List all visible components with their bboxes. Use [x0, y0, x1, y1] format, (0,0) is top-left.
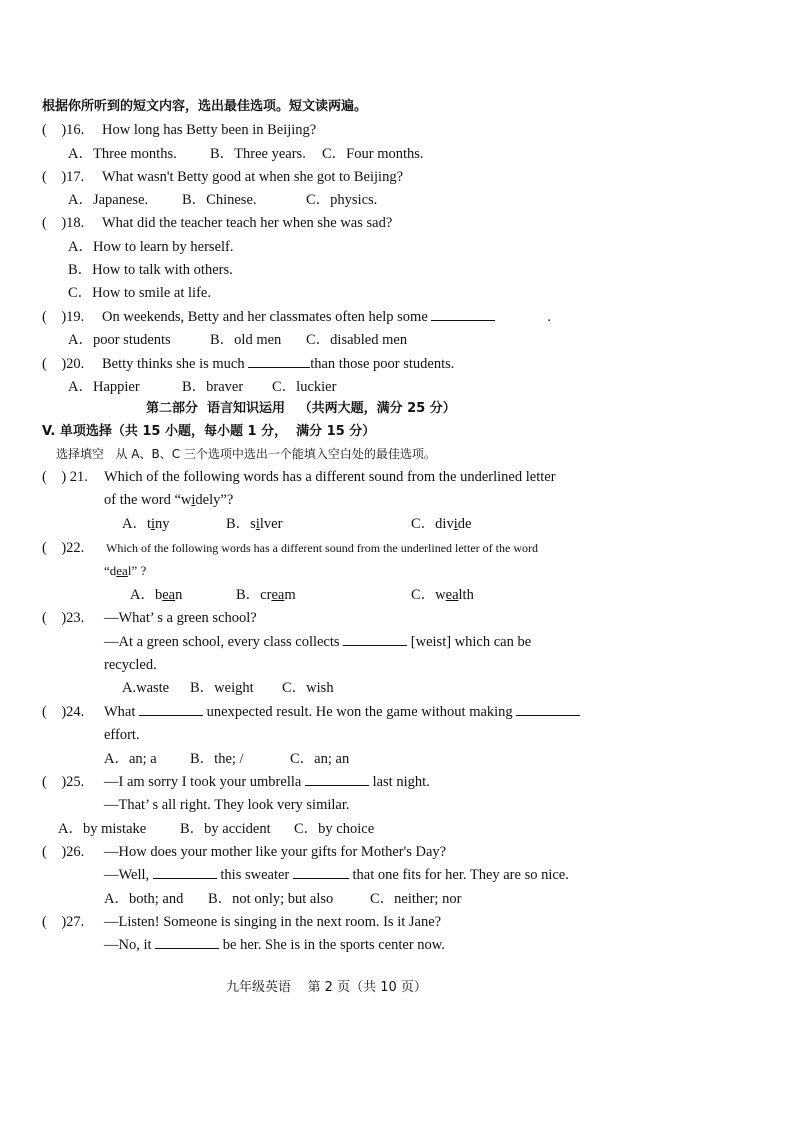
q26-stem-mid: this sweater: [220, 867, 290, 883]
q19-blank: [431, 308, 495, 321]
q22-c-post: lth: [458, 587, 474, 603]
q22-a-underlined: ea: [162, 587, 176, 603]
q16-number: ( )16.: [42, 122, 85, 138]
q22-underlined-letters: ea: [116, 563, 128, 578]
q24-blank-1: [139, 703, 203, 716]
q24-option-a: A．an; a: [104, 751, 157, 767]
q22-a-post: n: [175, 587, 183, 603]
q27-blank: [155, 936, 219, 949]
q27-stem-pre: —No, it: [104, 937, 152, 953]
q22-c-underlined: ea: [445, 587, 459, 603]
q26-number: ( )26.: [42, 844, 85, 860]
q17-option-b: B．Chinese.: [182, 192, 257, 208]
q25-option-b: B．by accident: [180, 821, 271, 837]
q27-line2: [104, 936, 445, 954]
q26-blank-1: [153, 866, 217, 879]
q19-number: ( )19.: [42, 309, 85, 325]
q25-line1: [104, 773, 430, 791]
q26-stem-post: that one fits for her. They are so nice.: [352, 867, 569, 883]
q21-b-post: lver: [259, 516, 283, 532]
q21-a-underlined: i: [151, 516, 156, 532]
q17-option-a: A．Japanese.: [68, 192, 149, 208]
q22-word-post: l” ?: [127, 563, 147, 578]
q21-b-pre: B．s: [226, 516, 256, 532]
q23-option-b: B．weight: [190, 680, 254, 696]
q21-option-a: [122, 515, 170, 533]
q24-blank-2: [516, 703, 580, 716]
q24-option-b: B．the; /: [190, 751, 244, 767]
q20-stem-pre: Betty thinks she is much: [102, 356, 245, 372]
q23-line3: recycled.: [104, 657, 157, 673]
q25-line2: —That’ s all right. They look very similar.: [104, 797, 350, 813]
q21-line1: Which of the following words has a different sound from the underlined letter: [104, 469, 556, 485]
section5-title: V. 单项选择（共 15 小题，每小题 1 分， 满分 15 分）: [42, 424, 376, 439]
q25-option-c: C．by choice: [294, 821, 375, 837]
q22-line2: [104, 562, 146, 580]
q25-option-a: A．by mistake: [58, 821, 147, 837]
q20-text: [102, 355, 454, 373]
q21-b-underlined: i: [255, 516, 260, 532]
q16-option-a: A．Three months.: [68, 146, 177, 162]
q25-number: ( )25.: [42, 774, 85, 790]
q19-option-b: B．old men: [210, 332, 282, 348]
q24-line1: [104, 703, 580, 721]
q19-stem: On weekends, Betty and her classmates often help some: [102, 309, 428, 325]
q19-option-a: A．poor students: [68, 332, 171, 348]
q24-line2: effort.: [104, 727, 140, 743]
q23-blank: [343, 633, 407, 646]
q23-stem-pre: —At a green school, every class collects: [104, 634, 340, 650]
q20-stem-post: than those poor students.: [310, 356, 455, 372]
q21-a-pre: A．t: [122, 516, 151, 532]
q25-stem-post: last night.: [372, 774, 430, 790]
q17-text: What wasn't Betty good at when she got to Beijing?: [102, 169, 404, 185]
q22-b-underlined: ea: [271, 587, 285, 603]
q17-option-c: C．physics.: [306, 192, 378, 208]
q20-option-a: A．Happier: [68, 379, 140, 395]
q26-option-c: C．neither; nor: [370, 891, 462, 907]
q21-c-post: de: [457, 516, 472, 532]
q21-underlined-letter: i: [191, 492, 196, 508]
q17-number: ( )17.: [42, 169, 85, 185]
q21-line2: [104, 491, 233, 509]
q20-option-c: C．luckier: [272, 379, 337, 395]
q23-option-a: A.waste: [122, 680, 170, 696]
q27-line1: —Listen! Someone is singing in the next room. Is it Jane?: [104, 914, 442, 930]
q18-option-a: A．How to learn by herself.: [68, 239, 234, 255]
q27-number: ( )27.: [42, 914, 85, 930]
listening-instruction: 根据你所听到的短文内容，选出最佳选项。短文读两遍。: [42, 99, 368, 114]
q21-option-b: [226, 515, 282, 533]
q26-stem-pre: —Well,: [104, 867, 150, 883]
q21-word-pre: of the word “w: [104, 492, 192, 508]
q23-line1: —What’ s a green school?: [104, 610, 257, 626]
q26-line1: —How does your mother like your gifts for Mother's Day?: [104, 844, 447, 860]
q26-option-b: B．not only; but also: [208, 891, 334, 907]
q22-number: ( )22.: [42, 540, 85, 556]
q25-stem-pre: —I am sorry I took your umbrella: [104, 774, 302, 790]
page-footer: 九年级英语 第 2 页（共 10 页）: [226, 980, 427, 995]
q21-a-post: ny: [155, 516, 170, 532]
q21-word-post: dely”?: [195, 492, 234, 508]
q24-number: ( )24.: [42, 704, 85, 720]
q23-line2: [104, 633, 531, 651]
q27-stem-post: be her. She is in the sports center now.: [222, 937, 445, 953]
q22-b-post: m: [284, 587, 296, 603]
q23-number: ( )23.: [42, 610, 85, 626]
q23-stem-post: [weist] which can be: [410, 634, 532, 650]
q16-option-c: C．Four months.: [322, 146, 424, 162]
q26-option-a: A．both; and: [104, 891, 184, 907]
q22-option-b: [236, 586, 296, 604]
q18-number: ( )18.: [42, 215, 85, 231]
q16-option-b: B．Three years.: [210, 146, 306, 162]
q24-option-c: C．an; an: [290, 751, 350, 767]
q19-period: .: [547, 309, 552, 325]
q22-word-pre: “d: [104, 563, 117, 578]
q16-text: How long has Betty been in Beijing?: [102, 122, 317, 138]
q24-stem-mid: unexpected result. He won the game without making: [206, 704, 513, 720]
q20-blank: [248, 355, 310, 368]
q19-option-c: C．disabled men: [306, 332, 408, 348]
q22-option-c: [411, 586, 474, 604]
q26-line2: [104, 866, 569, 884]
q21-c-pre: C．div: [411, 516, 454, 532]
q22-c-pre: C．w: [411, 587, 446, 603]
q26-blank-2: [293, 866, 349, 879]
section5-instruction: 选择填空 从 A、B、C 三个选项中选出一个能填入空白处的最佳选项。: [56, 447, 436, 461]
q21-number: ( ) 21.: [42, 469, 88, 485]
q22-a-pre: A．b: [130, 587, 163, 603]
q23-option-c: C．wish: [282, 680, 334, 696]
q18-option-c: C．How to smile at life.: [68, 285, 211, 301]
q25-blank: [305, 773, 369, 786]
q18-option-b: B．How to talk with others.: [68, 262, 233, 278]
q19-text: [102, 308, 551, 326]
q24-stem-pre: What: [104, 704, 136, 720]
q21-c-underlined: i: [453, 516, 458, 532]
q22-line1: Which of the following words has a different sound from the underlined letter of the word: [106, 541, 538, 555]
q22-b-pre: B．cr: [236, 587, 272, 603]
q20-option-b: B．braver: [182, 379, 244, 395]
q20-number: ( )20.: [42, 356, 85, 372]
q21-option-c: [411, 515, 471, 533]
q18-text: What did the teacher teach her when she was sad?: [102, 215, 393, 231]
part2-title: 第二部分 语言知识运用 （共两大题，满分 25 分）: [146, 401, 456, 416]
q22-option-a: [130, 586, 182, 604]
